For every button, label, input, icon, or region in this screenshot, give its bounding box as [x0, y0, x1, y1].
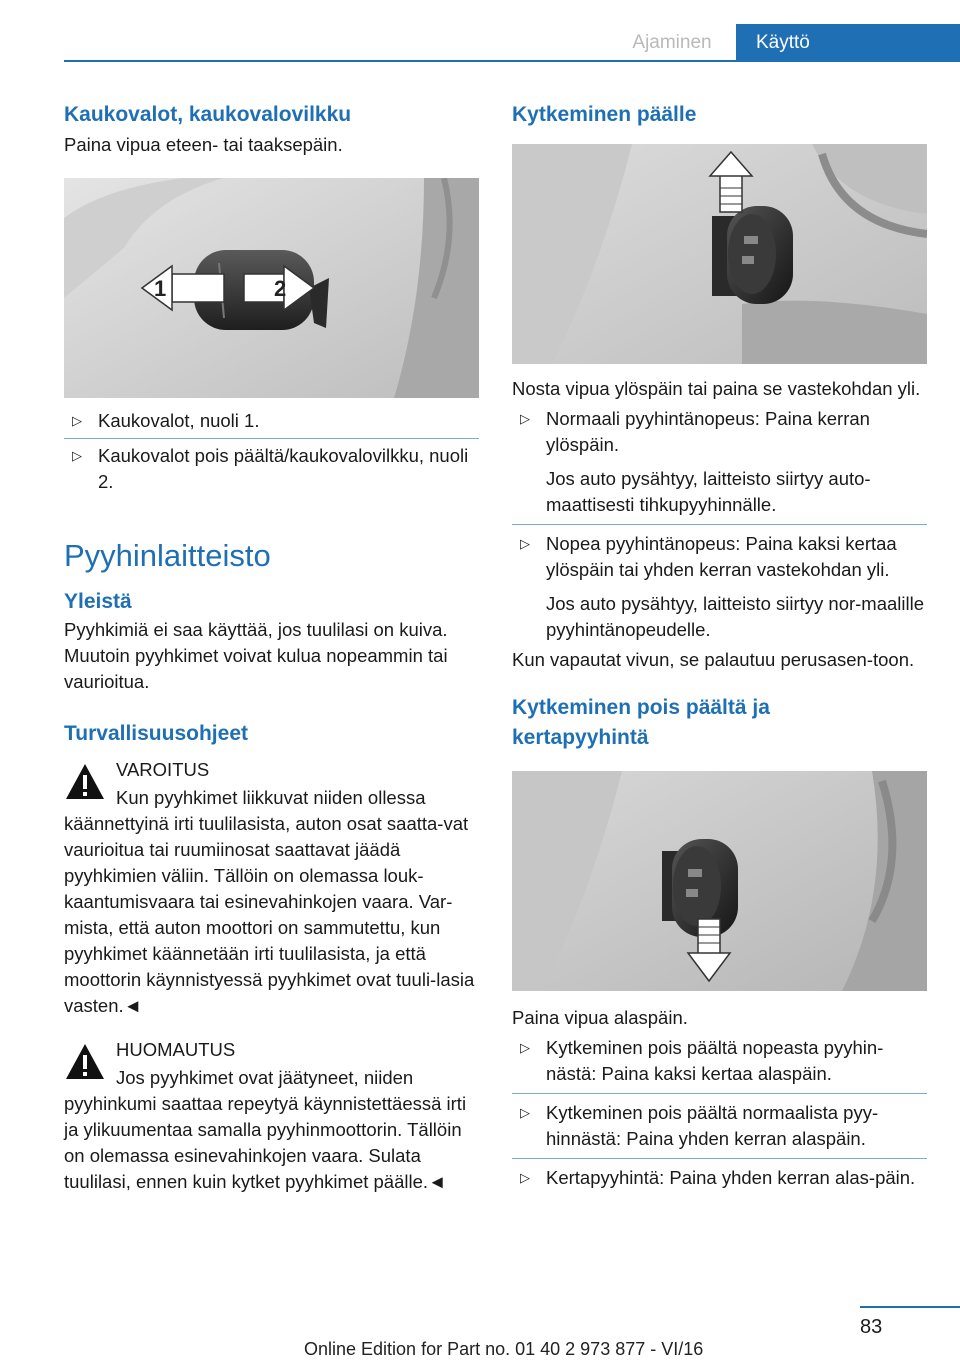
highbeam-lever-image	[64, 178, 479, 398]
list-item	[64, 438, 479, 495]
triangle-bullet-icon: ▷	[520, 536, 530, 551]
warning-title: VAROITUS	[116, 759, 210, 780]
list-item	[512, 406, 927, 524]
list-item	[512, 1035, 927, 1093]
intro-highbeam: Paina vipua eteen- tai taaksepäin.	[64, 134, 343, 155]
page-number: 83	[860, 1316, 883, 1338]
list-item	[512, 1093, 927, 1158]
warning-text-content: Kun pyyhkimet liikkuvat niiden ollessa käännettyinä irti tuulilasista, auton osat saatta-vat vaurioitua tai ruumiinosat saattavat jäädä pyyhkimien väliin. Tällöin on olemassa louk-kaantumisvaara tai esinevahinkojen vaara. Var-mista, että auton moottori on sammutettu, kun pyyhkimet käännetään irti tuulilasista, ja että moottorin käynnistyessä pyyhkimet ovat tuuli-lasia vasten.◄	[64, 787, 475, 1016]
list-item-text: Kytkeminen pois päältä nopeasta pyyhin-nästä: Paina kaksi kertaa alaspäin.	[546, 1037, 884, 1084]
triangle-bullet-icon: ▷	[520, 1170, 530, 1185]
notice-title: HUOMAUTUS	[116, 1039, 236, 1060]
list-item-text: Normaali pyyhintänopeus: Paina kerran ylöspäin.	[546, 408, 870, 455]
list-item-text: Nopea pyyhintänopeus: Paina kaksi kertaa ylöspäin tai yhden kerran vastekohdan yli.	[546, 533, 897, 580]
list-item-text: Kaukovalot, nuoli 1.	[98, 410, 260, 431]
header-tab-chapter[interactable]: Käyttö	[736, 24, 960, 62]
triangle-bullet-icon: ▷	[520, 1105, 530, 1120]
list-item	[64, 408, 479, 438]
arrow-label-1: 1	[154, 276, 167, 301]
list-item-text: Kertapyyhintä: Paina yhden kerran alas-päin.	[546, 1167, 916, 1188]
left-column	[64, 100, 479, 1195]
warning-icon	[64, 761, 106, 803]
notice-text-content: Jos pyyhkimet ovat jäätyneet, niiden pyyhinkumi saattaa repeytyä käynnistettäessä irti ja ylikuumentaa samalla pyyhinmoottorin. Tällöin on olemassa esinevahinkojen vaara. Sulata tuulilasi, ennen kuin kytket pyyhkimet päälle.◄	[64, 1067, 467, 1192]
wiper-down-image	[512, 771, 927, 991]
caution-icon	[64, 1041, 106, 1083]
triangle-bullet-icon: ▷	[72, 413, 82, 428]
heading-general: Yleistä	[64, 590, 132, 613]
warning-text	[64, 785, 479, 1019]
heading-highbeam: Kaukovalot, kaukovalovilkku	[64, 103, 352, 126]
list-item-text: Kaukovalot pois päältä/kaukovalovilkku, nuoli 2.	[98, 445, 469, 492]
list-item-text: Kytkeminen pois päältä normaalista pyy-hinnästä: Paina yhden kerran alaspäin.	[546, 1102, 879, 1149]
right-column	[512, 100, 927, 1191]
triangle-bullet-icon: ▷	[520, 1040, 530, 1055]
notice-text	[64, 1065, 479, 1195]
heading-switch-off: Kytkeminen pois päältä ja kertapyyhintä	[512, 696, 770, 749]
notice-block	[64, 1037, 479, 1063]
wiper-up-image	[512, 144, 927, 364]
heading-safety: Turvallisuusohjeet	[64, 722, 248, 745]
switch-on-list	[512, 406, 927, 643]
list-item	[512, 1158, 927, 1191]
header-tab-section[interactable]: Ajaminen	[632, 32, 712, 53]
list-item-note: Jos auto pysähtyy, laitteisto siirtyy nor-maalille pyyhintänopeudelle.	[546, 593, 925, 640]
highbeam-list	[64, 408, 479, 495]
heading-switch-on: Kytkeminen päälle	[512, 103, 697, 126]
triangle-bullet-icon: ▷	[520, 411, 530, 426]
edition-footer: Online Edition for Part no. 01 40 2 973 877 - VI/16	[304, 1339, 704, 1359]
list-item	[512, 524, 927, 643]
header-rule	[64, 60, 960, 62]
intro-switch-on: Nosta vipua ylöspäin tai paina se vastekohdan yli.	[512, 378, 921, 399]
section-title: Pyyhinlaitteisto	[64, 538, 271, 573]
release-text: Kun vapautat vivun, se palautuu perusasen-toon.	[512, 649, 915, 670]
intro-switch-off: Paina vipua alaspäin.	[512, 1007, 688, 1028]
footer-rule	[860, 1306, 960, 1308]
list-item-note: Jos auto pysähtyy, laitteisto siirtyy auto-maattisesti tihkupyyhinnälle.	[546, 468, 871, 515]
warning-block	[64, 757, 479, 783]
arrow-label-2: 2	[274, 276, 287, 301]
general-text: Pyyhkimiä ei saa käyttää, jos tuulilasi on kuiva. Muutoin pyyhkimet voivat kulua nopeammin tai vaurioitua.	[64, 619, 448, 692]
triangle-bullet-icon: ▷	[72, 448, 82, 463]
switch-off-list	[512, 1035, 927, 1191]
